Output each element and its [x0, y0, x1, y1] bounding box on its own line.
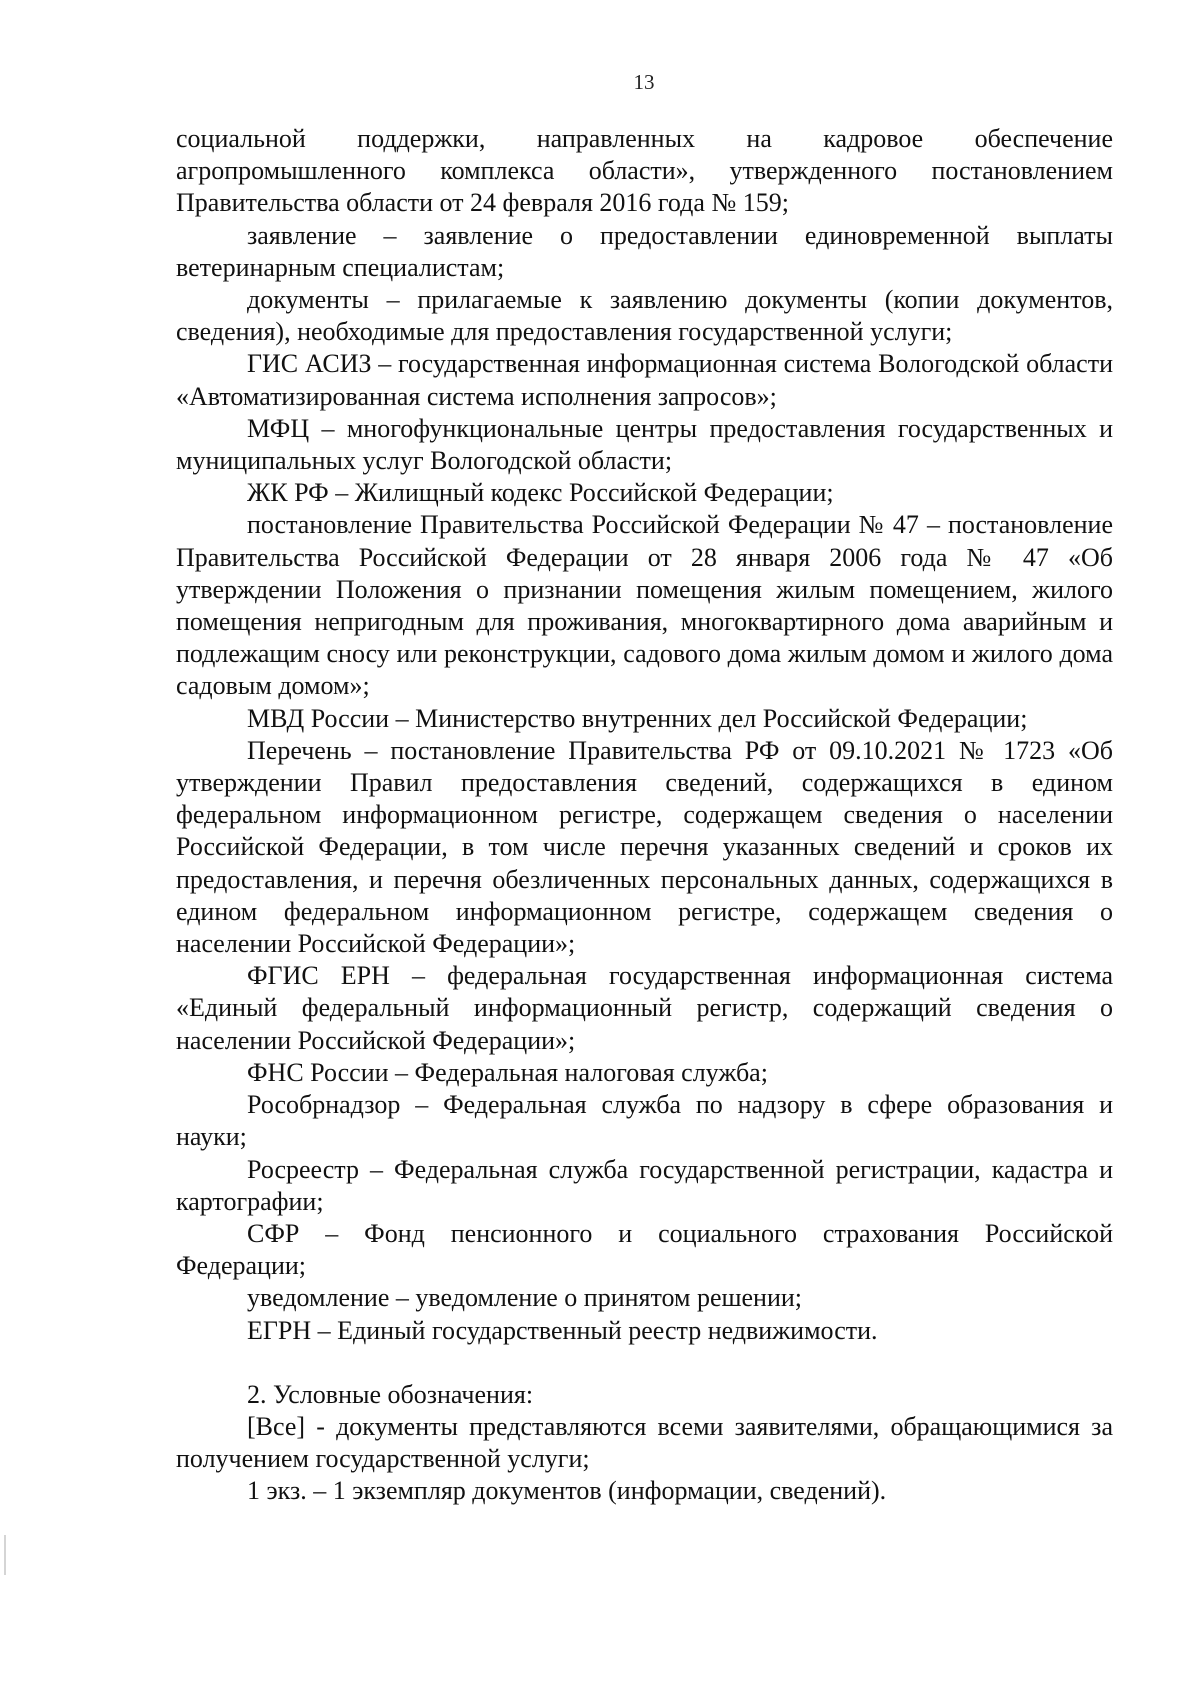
definition-rosobrnadzor: Рособрнадзор – Федеральная служба по надзору в сфере образования и науки;	[176, 1090, 1113, 1152]
definition-notification: уведомление – уведомление о принятом решении;	[247, 1283, 803, 1313]
definition-fns: ФНС России – Федеральная налоговая служба;	[247, 1057, 768, 1087]
definition-sfr: СФР – Фонд пенсионного и социального страхования Российской Федерации;	[176, 1218, 1113, 1281]
legend-item-copy: 1 экз. – 1 экземпляр документов (информации, сведений).	[247, 1476, 887, 1506]
definition-gis-asiz: ГИС АСИЗ – государственная информационная система Вологодской области «Автоматизированная система исполнения запросов»;	[176, 349, 1113, 411]
definition-fgis-ern: ФГИС ЕРН – федеральная государственная информационная система «Единый федеральный информационный регистр, содержащий сведения о населении Российской Федерации»;	[176, 961, 1113, 1055]
definition-egrn: ЕГРН – Единый государственный реестр недвижимости.	[247, 1315, 878, 1345]
definition-mfc: МФЦ – многофункциональные центры предоставления государственных и муниципальных услуг Вологодской области;	[176, 413, 1113, 476]
legend-item-all: [Все] - документы представляются всеми заявителями, обращающимися за получением государственной услуги;	[176, 1411, 1113, 1474]
definition-mvd: МВД России – Министерство внутренних дел Российской Федерации;	[247, 703, 1028, 733]
definition-zhk-rf: ЖК РФ – Жилищный кодекс Российской Федерации;	[247, 478, 834, 508]
paragraph-continuation: социальной поддержки, направленных на кадровое обеспечение агропромышленного комплекса области», утвержденного постановлением Правительства области от 24 февраля 2016 года № 159;	[176, 124, 1113, 218]
scan-edge-mark	[4, 1535, 6, 1575]
definition-application: заявление – заявление о предоставлении единовременной выплаты ветеринарным специалистам;	[176, 220, 1113, 282]
section-heading: 2. Условные обозначения:	[247, 1379, 534, 1409]
definition-documents: документы – прилагаемые к заявлению документы (копии документов, сведения), необходимые для предоставления государственной услуги;	[176, 285, 1113, 347]
definition-rosreestr: Росреестр – Федеральная служба государственной регистрации, кадастра и картографии;	[176, 1154, 1113, 1216]
document-body	[176, 123, 1113, 1508]
page-number: 13	[633, 70, 655, 94]
definition-resolution-47: постановление Правительства Российской Федерации № 47 – постановление Правительства Российской Федерации от 28 января 2006 года № 47 «Об утверждении Положения о признании помещения жилым помещением, жилого помещения непригодным для проживания, многоквартирного дома аварийным и подлежащим сносу или реконструкции, садового дома жилым домом и жилого дома садовым домом»;	[176, 510, 1113, 701]
definition-perechen: Перечень – постановление Правительства РФ от 09.10.2021 № 1723 «Об утверждении Правил предоставления сведений, содержащихся в едином федеральном информационном регистре, содержащем сведения о населении Российской Федерации, в том числе перечня указанных сведений и сроков их предоставления, и перечня обезличенных персональных данных, содержащихся в едином федеральном информационном регистре, содержащем сведения о населении Российской Федерации»;	[176, 735, 1113, 959]
section-spacer	[176, 1347, 1113, 1379]
